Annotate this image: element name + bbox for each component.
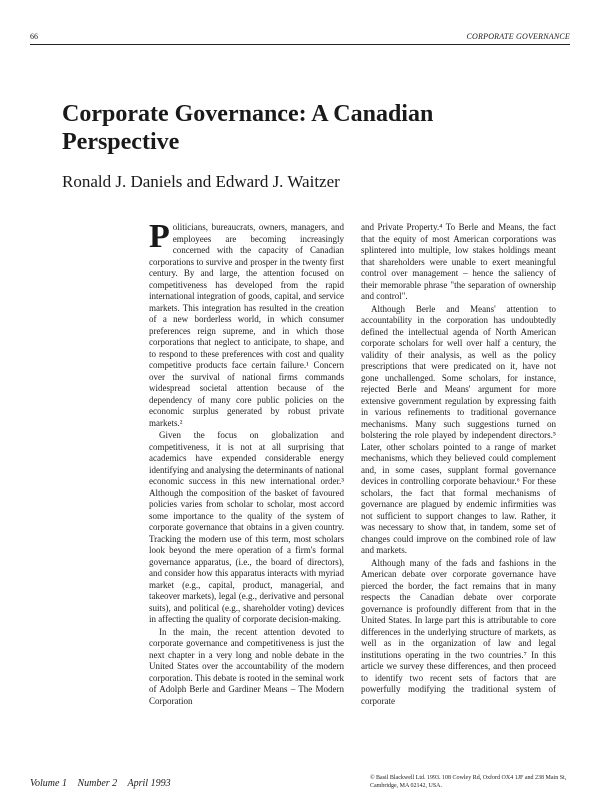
left-column: [149, 218, 344, 708]
footer-volume: Volume 1: [30, 778, 67, 789]
paragraph-4: and Private Property.⁴ To Berle and Means, the fact that the equity of most American corporations was splintered into multiple, low stakes holdings meant that shareholders were unable to exert meaningful control over management – hence the saliency of their memorable phrase "the separation of ownership and control".: [361, 222, 556, 301]
paragraph-5: Although Berle and Means' attention to accountability in the corporation has undoubtedly defined the intellectual agenda of North American corporate scholars for well over half a century, the validity of their analysis, as well as the policy prescriptions that were predicated on it, have not gone unchallenged. Some scholars, for instance, rejected Berle and Means' argument for more extensive government regulation by expressing faith in various refinements to traditional governance mechanisms. Many such suggestions turned on bolstering the role played by independent directors.⁵ Later, other scholars pointed to a range of market mechanisms, which they believed could complement and, in some cases, supplant formal governance devices in controlling corporate behaviour.⁶ For these scholars, the fact that formal mechanisms of governance are plagued by endemic infirmities was not sufficient to support changes to law. Rather, it was necessary to show that, in tandem, some set of changes could improve on the combined role of law and markets.: [361, 303, 556, 555]
paragraph-3: In the main, the recent attention devoted to corporate governance and competitiveness is just the next chapter in a very long and noble debate in the United States over the accountability of the modern corporation. This debate is rooted in the seminal work of Adolph Berle and Gardiner Means – The Modern Corporation: [149, 626, 344, 706]
journal-footer: [30, 778, 179, 790]
page-number: 66: [30, 32, 38, 41]
paragraph-2: Given the focus on globalization and competitiveness, it is not at all surprising that academics have expended considerable energy identifying and analysing the determinants of national economic success in this new international order.³ Although the composition of the basket of favoured policies varies from scholar to scholar, most accord some importance to the quality of the system of corporate governance that obtains in a given country. Tracking the modern use of this term, most scholars look beyond the mere operation of a firm's formal governance apparatus, (i.e., the board of directors), and consider how this apparatus interacts with myriad market (e.g., capital, product, managerial, and takeover markets), legal (e.g., derivative and personal suits), and political (e.g., shareholder voting) devices in affecting the quality of corporate decision-making.: [149, 430, 344, 624]
article-authors: Ronald J. Daniels and Edward J. Waitzer: [62, 172, 340, 191]
footer-date: April 1993: [127, 778, 171, 789]
running-title: CORPORATE GOVERNANCE: [466, 32, 570, 41]
paragraph-1-text: oliticians, bureaucrats, owners, managers, and employees are becoming increasingly concerned with the capacity of Canadian corporations to survive and prosper in the twenty first century. By and large, the attention focused on competitiveness has developed from the rapid international integration of goods, capital, and service markets. This integration has resulted in the creation of a new borderless world, in which consumer preferences reign supreme, and in which those corporations that neglect to anticipate, to shape, and to respond to these preferences with cost and quality competitive products face certain failure.¹ Concern over the survival of national firms commands widespread societal attention because of the dependency of many core public policies on the economic surplus generated by robust private markets.²: [149, 222, 344, 428]
right-column: [361, 222, 556, 708]
paragraph-1: [149, 218, 344, 429]
paragraph-6: Although many of the fads and fashions in the American debate over corporate governance have pierced the border, the fact remains that in many respects the Canadian debate over corporate governance is profoundly different from that in the United States. In large part this is attributable to core differences in the underlying structure of markets, as well as in the organization of law and legal institutions operating in the two countries.⁷ In this article we survey these differences, and then proceed to identify two recent sets of factors that are powerfully modifying the traditional system of corporate: [361, 557, 556, 706]
drop-cap: P: [149, 218, 170, 255]
article-title: Corporate Governance: A Canadian Perspective: [62, 101, 434, 155]
running-header: [30, 30, 570, 45]
footer-number: Number 2: [77, 778, 118, 789]
copyright-notice: © Basil Blackwell Ltd. 1993. 108 Cowley Rd, Oxford OX4 1JF and 238 Main St, Cambridge, MA 02142, USA.: [370, 775, 567, 789]
